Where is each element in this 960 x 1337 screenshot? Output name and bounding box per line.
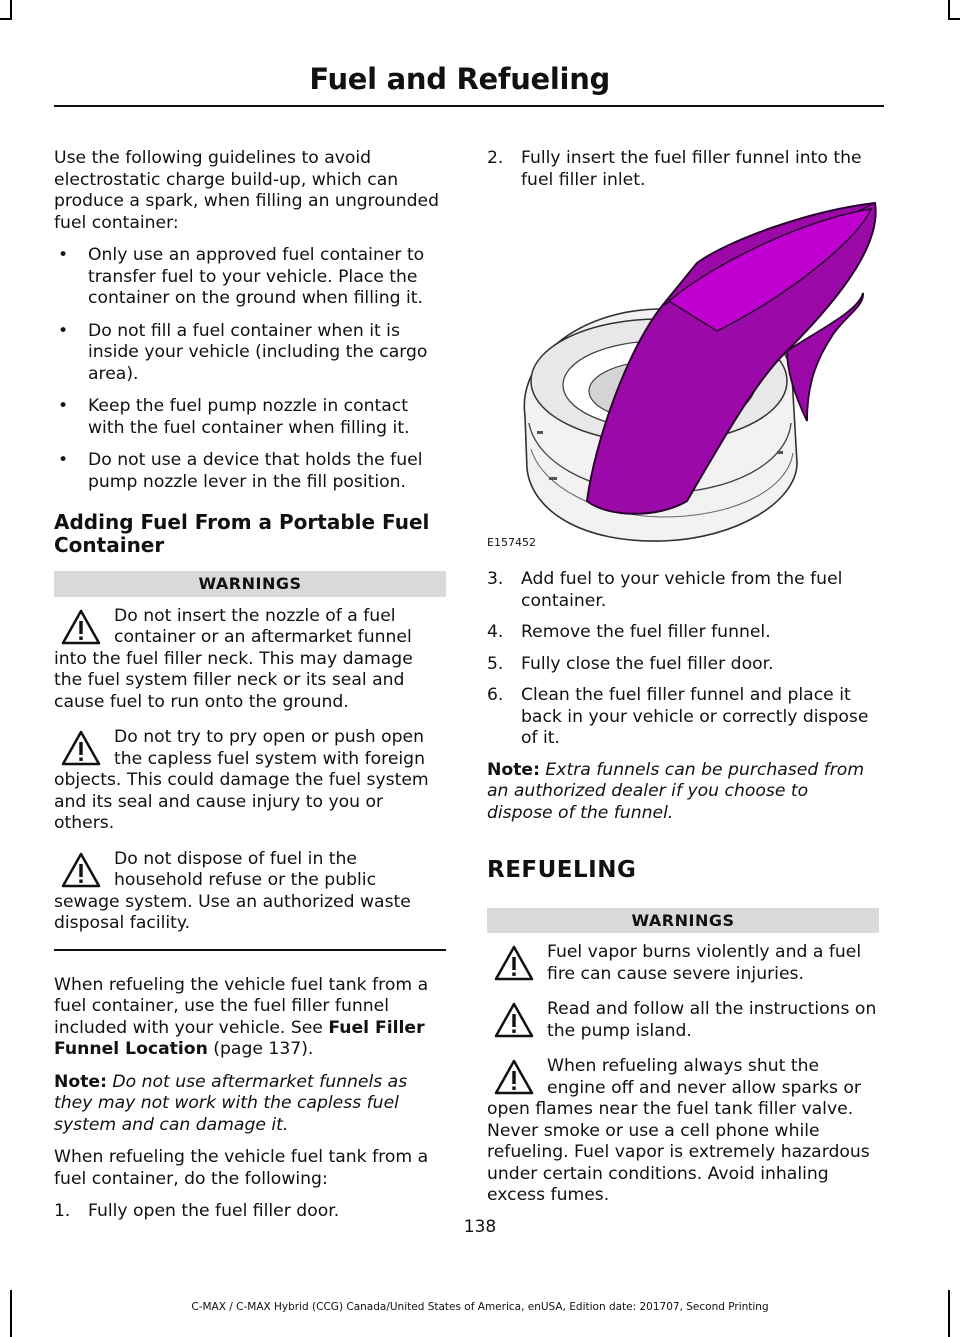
- warning-triangle-icon: [60, 729, 102, 767]
- figure-code: E157452: [487, 535, 536, 549]
- warning-item: Read and follow all the instructions on the pump island.: [487, 999, 879, 1042]
- list-item: 5. Fully close the fuel filler door.: [487, 653, 774, 674]
- note-label: Note:: [54, 1071, 107, 1092]
- paragraph: When refueling the vehicle fuel tank from a fuel container, do the following:: [54, 1147, 429, 1189]
- crop-mark: [10, 0, 12, 20]
- cross-reference-link[interactable]: Fuel Filler Funnel Location: [54, 1017, 425, 1059]
- warning-item: Do not try to pry open or push open the capless fuel system with foreign objects. This could damage the fuel system and its seal and cause injury to you or others.: [54, 727, 429, 833]
- warning-triangle-icon: [493, 944, 535, 982]
- warning-item: Fuel vapor burns violently and a fuel fire can cause severe injuries.: [487, 942, 879, 985]
- warning-triangle-icon: [493, 1001, 535, 1039]
- warning-item: Do not insert the nozzle of a fuel container or an aftermarket funnel into the fuel filler neck. This may damage the fuel system filler neck or its seal and cause fuel to run onto the ground.: [54, 605, 413, 712]
- list-item: • Only use an approved fuel container to transfer fuel to your vehicle. Place the container on the ground when filling it.: [58, 245, 425, 308]
- list-item: 6. Clean the fuel filler funnel and place it back in your vehicle or correctly dispose of it.: [487, 685, 869, 748]
- crop-mark: [948, 0, 950, 20]
- note-label: Note:: [487, 759, 540, 780]
- bullet-glyph: •: [58, 450, 69, 470]
- list-item: • Keep the fuel pump nozzle in contact with the fuel container when filling it.: [58, 396, 410, 438]
- left-column: [54, 148, 446, 1233]
- note: [54, 1072, 446, 1137]
- list-item: 4. Remove the fuel filler funnel.: [487, 622, 771, 642]
- bullet-glyph: •: [58, 320, 69, 341]
- note: [487, 760, 879, 825]
- warning-item: Do not dispose of fuel in the household refuse or the public sewage system. Use an authorized waste disposal facility.: [54, 848, 411, 933]
- warning-triangle-icon: [60, 851, 102, 889]
- list-item: 1. Fully open the fuel filler door.: [54, 1201, 340, 1221]
- guideline-list: [54, 245, 446, 493]
- right-column: [487, 148, 879, 1221]
- bullet-glyph: •: [58, 396, 69, 416]
- crop-mark: [10, 1290, 12, 1337]
- page-number: 138: [463, 1217, 497, 1237]
- bullet-glyph: •: [58, 245, 69, 265]
- crop-mark: [948, 18, 960, 20]
- note-text: Extra funnels can be purchased from an authorized dealer if you choose to dispose of the funnel.: [487, 759, 865, 823]
- funnel-in-filler-inlet-image: [487, 201, 879, 553]
- warning-triangle-icon: [493, 1058, 535, 1096]
- crop-mark: [0, 18, 12, 20]
- section-heading: REFUELING: [487, 857, 637, 883]
- warning-triangle-icon: [60, 608, 102, 646]
- warnings-end-rule: [54, 949, 446, 951]
- warnings-header: WARNINGS: [487, 908, 879, 934]
- list-item: 2. Fully insert the fuel filler funnel into the fuel filler inlet.: [487, 148, 862, 190]
- step-list: [487, 569, 879, 750]
- funnel-illustration: [487, 201, 879, 553]
- crop-mark: [948, 1290, 950, 1337]
- warning-item: When refueling always shut the engine off and never allow sparks or open flames near the fuel tank filler valve. Never smoke or use a cell phone while refueling. Fuel vapor is extremely hazardous under certain conditions. Avoid inhaling excess fumes.: [487, 1056, 870, 1205]
- list-item: 3. Add fuel to your vehicle from the fuel container.: [487, 569, 843, 611]
- footer-text: C-MAX / C-MAX Hybrid (CCG) Canada/United States of America, enUSA, Edition date: 201707, Second Printing: [191, 1301, 769, 1313]
- warnings-header: WARNINGS: [54, 571, 446, 597]
- step-list: [487, 148, 879, 191]
- page-header-title: Fuel and Refueling: [309, 62, 610, 96]
- intro-paragraph: Use the following guidelines to avoid electrostatic charge build-up, which can produce a spark, when filling an ungrounded fuel container:: [54, 148, 440, 233]
- list-item: • Do not use a device that holds the fuel pump nozzle lever in the fill position.: [58, 450, 423, 492]
- section-heading: Adding Fuel From a Portable Fuel Container: [54, 510, 430, 557]
- list-item: • Do not fill a fuel container when it is inside your vehicle (including the cargo area).: [58, 320, 428, 384]
- note-text: Do not use aftermarket funnels as they may not work with the capless fuel system and can damage it.: [54, 1071, 408, 1135]
- header-rule: [54, 105, 884, 107]
- paragraph: When refueling the vehicle fuel tank from a fuel container, use the fuel filler funnel included with your vehicle. See Fuel Filler Funnel Location (page 137).: [54, 974, 429, 1059]
